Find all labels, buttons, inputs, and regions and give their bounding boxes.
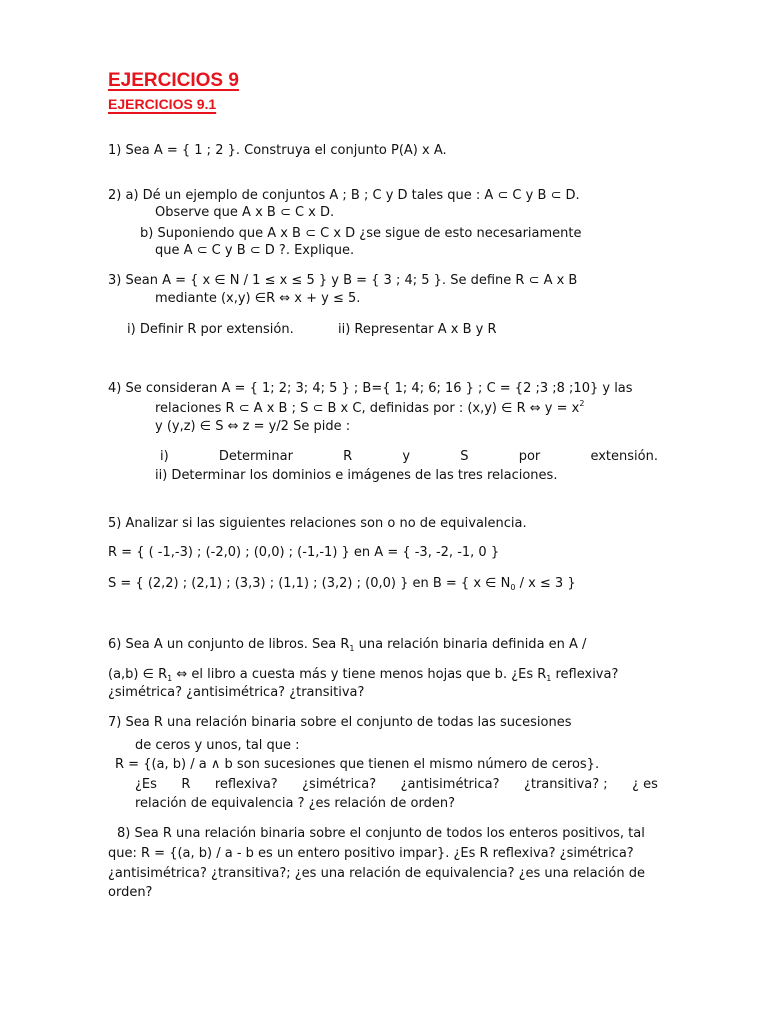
exercise-4-item-i: [160, 449, 658, 465]
exercise-6-line-1-text: 6) Sea A un conjunto de libros. Sea R: [108, 637, 350, 652]
exercise-6-line-2: [108, 667, 618, 683]
exercise-6-line-1: [108, 637, 586, 653]
exercise-4-line-2: [155, 401, 584, 417]
document-title: EJERCICIOS 9: [108, 70, 239, 91]
exercise-5-relation-r: R = { ( -1,-3) ; (-2,0) ; (0,0) ; (-1,-1) } en A = { -3, -2, -1, 0 }: [108, 545, 500, 560]
exercise-4-item-i-word: extensión.: [590, 449, 658, 464]
exercise-2b-line-2: que A ⊂ C y B ⊂ D ?. Explique.: [155, 243, 355, 258]
exercise-7-question-word: ¿ es: [632, 777, 658, 792]
exercise-7-question-word: R: [181, 777, 191, 792]
exercise-7-questions: [135, 777, 658, 793]
exercise-8-line-2: que: R = {(a, b) / a - b es un entero positivo impar}. ¿Es R reflexiva? ¿simétrica?: [108, 846, 634, 861]
exercise-7-line-1: 7) Sea R una relación binaria sobre el conjunto de todas las sucesiones: [108, 715, 572, 730]
exercise-5-s-text: S = { (2,2) ; (2,1) ; (3,3) ; (1,1) ; (3,2) ; (0,0) } en B = { x ∈ N: [108, 576, 511, 591]
exercise-4-line-2-text: relaciones R ⊂ A x B ; S ⊂ B x C, definidas por : (x,y) ∈ R ⇔ y = x: [155, 401, 580, 416]
exercise-6-subscript: 1: [349, 644, 355, 653]
exercise-4-item-i-word: y: [402, 449, 411, 464]
exercise-2a-line-2: Observe que A x B ⊂ C x D.: [155, 205, 335, 220]
exercise-7-line-3: R = {(a, b) / a ∧ b son sucesiones que tienen el mismo número de ceros}.: [115, 757, 600, 772]
exercise-5-relation-s: [108, 576, 576, 592]
exercise-6-line-3: ¿simétrica? ¿antisimétrica? ¿transitiva?: [108, 685, 365, 700]
exercise-8-line-1: 8) Sea R una relación binaria sobre el conjunto de todos los enteros positivos, tal: [117, 826, 645, 841]
exercise-6-line-2-text: (a,b) ∈ R: [108, 667, 168, 682]
exercise-3-item-i: i) Definir R por extensión.: [127, 322, 294, 337]
exercise-6-line-1-tail: una relación binaria definida en A /: [354, 637, 587, 652]
exercise-4-exponent: 2: [579, 399, 585, 408]
document-subtitle: EJERCICIOS 9.1: [108, 96, 217, 112]
exercise-6-line-2-mid: ⇔ el libro a cuesta más y tiene menos hojas que b. ¿Es R: [172, 667, 547, 682]
exercise-6-line-2-tail: reflexiva?: [551, 667, 619, 682]
exercise-7-question-word: ¿transitiva? ;: [523, 777, 608, 792]
exercise-7-question-word: ¿Es: [135, 777, 157, 792]
exercise-5-s-subscript: 0: [510, 583, 516, 592]
exercise-6-line-2-subscript-2: 1: [546, 674, 552, 683]
exercise-7-line-5: relación de equivalencia ? ¿es relación de orden?: [135, 796, 455, 811]
exercise-4-line-1: 4) Se consideran A = { 1; 2; 3; 4; 5 } ; B={ 1; 4; 6; 16 } ; C = {2 ;3 ;8 ;10} y las: [108, 381, 633, 396]
exercise-5-s-tail: / x ≤ 3 }: [515, 576, 576, 591]
exercise-7-question-word: ¿simétrica?: [302, 777, 377, 792]
exercise-7-question-word: ¿antisimétrica?: [400, 777, 500, 792]
exercise-5-intro: 5) Analizar si las siguientes relaciones son o no de equivalencia.: [108, 516, 527, 531]
exercise-7-question-word: reflexiva?: [214, 777, 278, 792]
exercise-4-item-i-word: por: [518, 449, 541, 464]
exercise-2b-line-1: b) Suponiendo que A x B ⊂ C x D ¿se sigue de esto necesariamente: [140, 226, 582, 241]
exercise-4-item-i-word: Determinar: [218, 449, 293, 464]
exercise-4-item-i-word: S: [460, 449, 469, 464]
exercise-8-line-3: ¿antisimétrica? ¿transitiva?; ¿es una relación de equivalencia? ¿es una relación de: [108, 866, 645, 881]
exercise-1: 1) Sea A = { 1 ; 2 }. Construya el conjunto P(A) x A.: [108, 143, 447, 158]
exercise-6-line-2-subscript: 1: [167, 674, 173, 683]
exercise-4-item-i-word: i): [160, 449, 169, 464]
exercise-4-line-3: y (y,z) ∈ S ⇔ z = y/2 Se pide :: [155, 419, 351, 434]
exercise-8-line-4: orden?: [108, 885, 153, 900]
exercise-7-line-2: de ceros y unos, tal que :: [135, 738, 300, 753]
exercise-4-item-i-word: R: [343, 449, 353, 464]
exercise-4-item-ii: ii) Determinar los dominios e imágenes de las tres relaciones.: [155, 468, 558, 483]
exercise-3-line-2: mediante (x,y) ∈R ⇔ x + y ≤ 5.: [155, 291, 361, 306]
exercise-3-item-ii: ii) Representar A x B y R: [338, 322, 497, 337]
exercise-3-line-1: 3) Sean A = { x ∈ N / 1 ≤ x ≤ 5 } y B = { 3 ; 4; 5 }. Se define R ⊂ A x B: [108, 273, 578, 288]
exercise-2a-line-1: 2) a) Dé un ejemplo de conjuntos A ; B ; C y D tales que : A ⊂ C y B ⊂ D.: [108, 188, 580, 203]
